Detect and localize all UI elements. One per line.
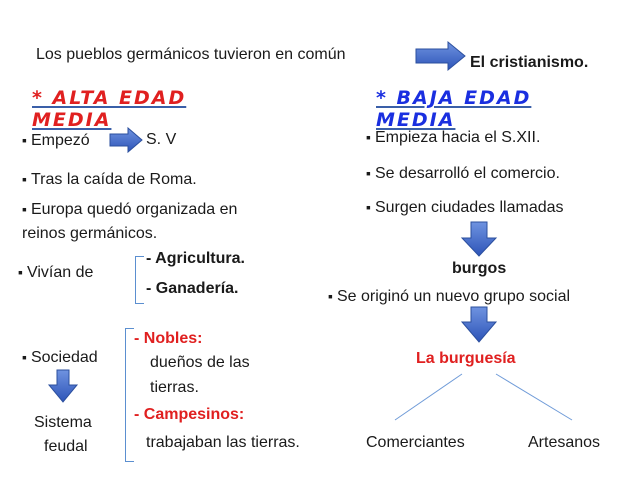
alta-tras: ▪ Tras la caída de Roma. (22, 170, 197, 189)
burguesia-arrow-icon (462, 307, 496, 342)
sociedad-arrow-icon (49, 370, 77, 402)
alta-campesinos-line1: trabajaban las tierras. (146, 434, 300, 451)
baja-comercio: ▪ Se desarrolló el comercio. (366, 164, 560, 183)
alta-empezo-value: S. V (146, 131, 177, 148)
alta-nobles-line2: tierras. (150, 379, 199, 396)
intro-text: Los pueblos germánicos tuvieron en común (36, 46, 346, 63)
alta-ganaderia: - Ganadería. (146, 280, 239, 297)
burgos-arrow-icon (462, 222, 496, 256)
alta-vivian: ▪ Vivían de (18, 263, 93, 282)
branch-line-artesanos (496, 374, 572, 420)
branch-line-comerciantes (395, 374, 462, 420)
baja-grupo: ▪ Se originó un nuevo grupo social (328, 287, 570, 306)
alta-europa-line2: reinos germánicos. (22, 225, 158, 242)
baja-burguesia: La burguesía (416, 350, 516, 367)
intro-arrow-icon (416, 42, 465, 70)
baja-artesanos: Artesanos (528, 434, 601, 451)
alta-europa-line1: ▪ Europa quedó organizada en (22, 200, 237, 219)
baja-comerciantes: Comerciantes (366, 434, 465, 451)
baja-empieza: ▪ Empieza hacia el S.XII. (366, 128, 540, 147)
alta-campesinos: - Campesinos: (134, 406, 245, 423)
baja-heading-line1: * BAJA EDAD (376, 87, 532, 109)
baja-ciudades: ▪ Surgen ciudades llamadas (366, 198, 564, 217)
alta-heading-line2: MEDIA (32, 109, 112, 131)
alta-heading-line1: * ALTA EDAD (32, 87, 187, 109)
alta-sociedad: ▪ Sociedad (22, 348, 98, 367)
alta-agricultura: - Agricultura. (146, 250, 245, 267)
intro-answer: El cristianismo. (470, 54, 589, 71)
alta-sistema-line1: Sistema (34, 414, 92, 431)
baja-heading-line2: MEDIA (376, 109, 456, 131)
alta-empezo-label: ▪ Empezó (22, 131, 90, 150)
alta-nobles-line1: dueños de las (150, 354, 250, 371)
empezo-arrow-icon (110, 128, 142, 152)
baja-burgos: burgos (452, 260, 507, 277)
alta-nobles: - Nobles: (134, 330, 203, 347)
alta-sistema-line2: feudal (44, 438, 88, 455)
